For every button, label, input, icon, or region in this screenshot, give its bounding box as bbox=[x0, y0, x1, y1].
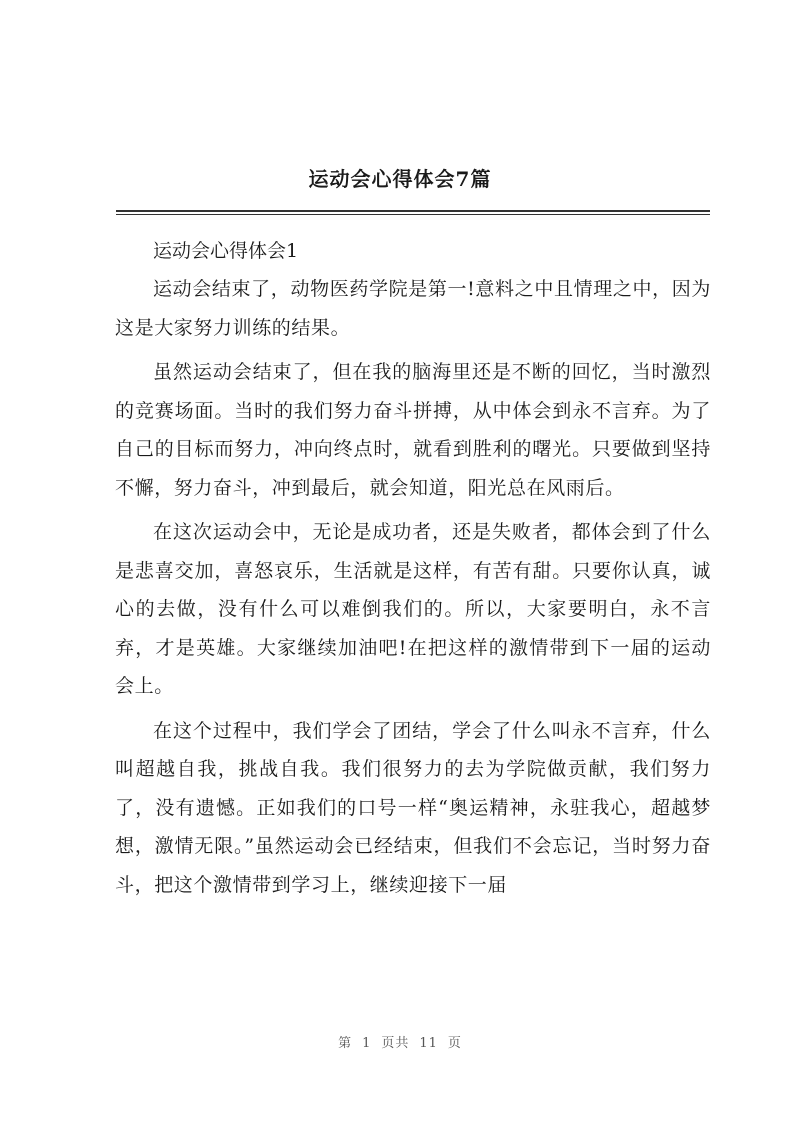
document-body bbox=[115, 232, 711, 910]
footer-suffix: 页 bbox=[447, 1036, 462, 1051]
total-pages: 11 bbox=[419, 1036, 438, 1051]
paragraph-3: 在这次运动会中，无论是成功者，还是失败者，都体会到了什么是悲喜交加，喜怒哀乐，生活就是这样，有苦有甜。只要你认真，诚心的去做，没有什么可以难倒我们的。所以，大家要明白，永不言弃，才是英雄。大家继续加油吧!在把这样的激情带到下一届的运动会上。 bbox=[115, 521, 711, 697]
paragraph-4: 在这个过程中，我们学会了团结，学会了什么叫永不言弃，什么叫超越自我，挑战自我。我们很努力的去为学院做贡献，我们努力了，没有遗憾。正如我们的口号一样“奥运精神，永驻我心，超越梦想，激情无限。”虽然运动会已经结束，但我们不会忘记，当时努力奋斗，把这个激情带到学习上，继续迎接下一届 bbox=[115, 719, 711, 896]
page-footer bbox=[0, 1032, 800, 1051]
footer-prefix: 第 bbox=[338, 1036, 353, 1051]
paragraph-1: 运动会结束了，动物医药学院是第一!意料之中且情理之中，因为这是大家努力训练的结果。 bbox=[115, 278, 711, 339]
section-heading: 运动会心得体会1 bbox=[153, 240, 299, 262]
paragraph-2: 虽然运动会结束了，但在我的脑海里还是不断的回忆，当时激烈的竞赛场面。当时的我们努力奋斗拼搏，从中体会到永不言弃。为了自己的目标而努力，冲向终点时，就看到胜利的曙光。只要做到坚持不懈，努力奋斗，冲到最后，就会知道，阳光总在风雨后。 bbox=[115, 361, 711, 499]
current-page-number: 1 bbox=[362, 1036, 372, 1051]
title-divider bbox=[116, 210, 710, 215]
document-title: 运动会心得体会7篇 bbox=[308, 167, 492, 191]
footer-middle: 页共 bbox=[381, 1036, 410, 1051]
